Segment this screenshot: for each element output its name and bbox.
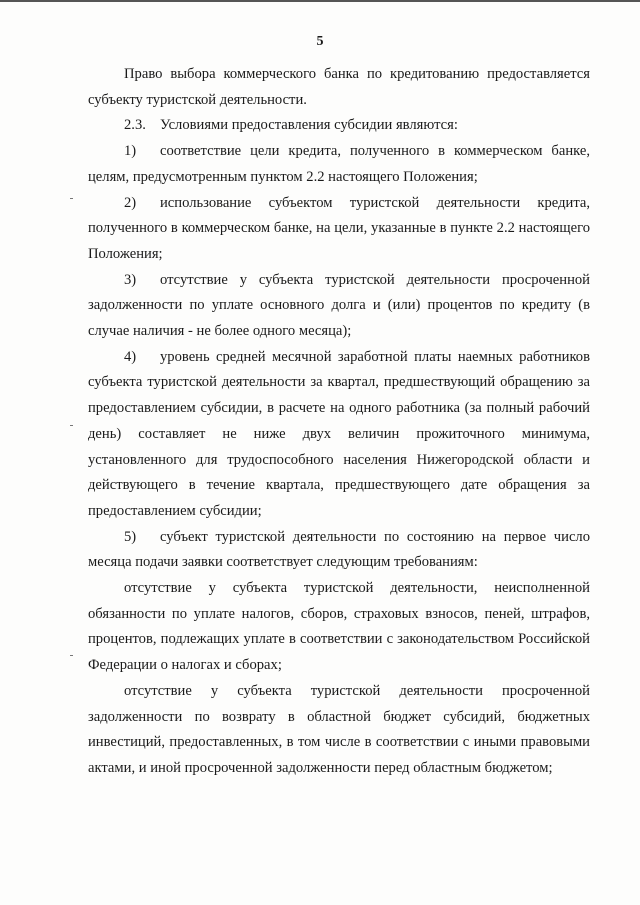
paragraph-item-4: [88, 345, 590, 525]
paragraph-number: 4): [124, 348, 137, 365]
paragraph-number: 2.3.: [124, 117, 146, 134]
scan-top-edge: [0, 0, 640, 2]
paragraph-number: 1): [124, 143, 137, 160]
paragraph-no-budget-debt: [88, 679, 590, 782]
paragraph-item-5: [88, 525, 590, 576]
scan-speck: [70, 655, 73, 656]
paragraph-no-tax-debt: [88, 576, 590, 679]
paragraph-text: отсутствие у субъекта туристской деятельности, неисполненной обязанности по уплате налогов, сборов, страховых взносов, пеней, штрафов, процентов, подлежащих уплате в соответствии с законодательством Российской Федерации о налогах и сборах;: [88, 580, 590, 674]
paragraph-text: субъект туристской деятельности по состоянию на первое число месяца подачи заявки соответствует следующим требованиям:: [88, 528, 590, 571]
paragraph-text: использование субъектом туристской деятельности кредита, полученного в коммерческом банке, на цели, указанные в пункте 2.2 настоящего Положения;: [88, 194, 590, 262]
paragraph-item-2: [88, 191, 590, 268]
scan-speck: [70, 425, 73, 426]
paragraph-number: 2): [124, 194, 137, 211]
scan-speck: [70, 198, 73, 199]
paragraph-2-3: [88, 113, 590, 139]
paragraph-text: Условиями предоставления субсидии являются:: [160, 117, 458, 134]
paragraph-text: отсутствие у субъекта туристской деятельности просроченной задолженности по уплате основного долга и (или) процентов по кредиту (в случае наличия - не более одного месяца);: [88, 271, 590, 340]
paragraph-number: 3): [124, 271, 137, 288]
page-number: 5: [316, 34, 324, 49]
paragraph-text: уровень средней месячной заработной платы наемных работников субъекта туристской деятельности за квартал, предшествующий обращению за предоставлением субсидии, в расчете на одного работника (за полный рабочий день) составляет не ниже двух величин прожиточного минимума, установленного для трудоспособного населения Нижегородской области и действующего в течение квартала, предшествующего дате обращения за предоставлением субсидии;: [88, 348, 590, 519]
paragraph-text: отсутствие у субъекта туристской деятельности просроченной задолженности по возврату в областной бюджет субсидий, бюджетных инвестиций, предоставленных, в том числе в соответствии с иными правовыми актами, и иной просроченной задолженности перед областным бюджетом;: [88, 682, 590, 776]
paragraph-item-1: [88, 139, 590, 190]
paragraph-number: 5): [124, 528, 137, 545]
paragraph-item-3: [88, 268, 590, 345]
paragraph-bank-choice: [88, 62, 590, 113]
paragraph-text: Право выбора коммерческого банка по кредитованию предоставляется субъекту туристской деятельности.: [88, 66, 590, 108]
paragraph-text: соответствие цели кредита, полученного в коммерческом банке, целям, предусмотренным пунктом 2.2 настоящего Положения;: [88, 143, 590, 185]
document-body: [88, 62, 590, 782]
